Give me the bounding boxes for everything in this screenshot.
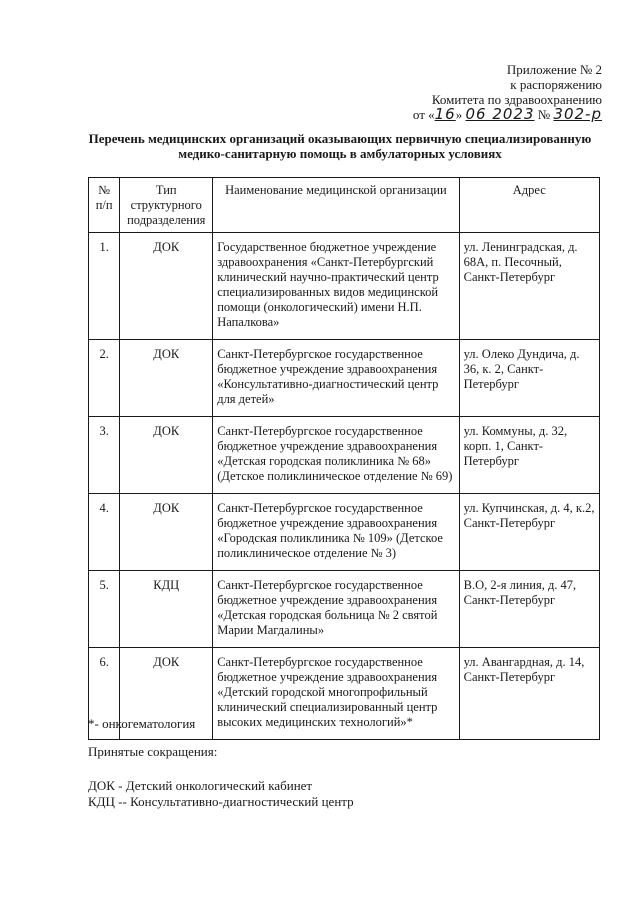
header-name: Наименование медицинской организации	[213, 178, 459, 233]
order-label: к распоряжению	[510, 77, 602, 92]
row-type: ДОК	[120, 417, 213, 494]
row-name: Государственное бюджетное учреждение здравоохранения «Санкт-Петербургский клинический научно-практический центр специализированных видов медицинской помощи (онкологический) имени Н.П. Напалкова»	[213, 233, 459, 340]
row-type: ДОК	[120, 340, 213, 417]
number-prefix: №	[537, 107, 551, 122]
row-num: 5.	[89, 571, 120, 648]
row-name: Санкт-Петербургское государственное бюджетное учреждение здравоохранения «Консультативно-диагностический центр для детей»	[213, 340, 459, 417]
row-num: 1.	[89, 233, 120, 340]
row-address: ул. Коммуны, д. 32, корп. 1, Санкт-Петербург	[459, 417, 599, 494]
row-name: Санкт-Петербургское государственное бюджетное учреждение здравоохранения «Детская городская поликлиника № 68» (Детское поликлиническое отделение № 69)	[213, 417, 459, 494]
row-type: КДЦ	[120, 571, 213, 648]
row-name: Санкт-Петербургское государственное бюджетное учреждение здравоохранения «Городская поликлиника № 109» (Детское поликлиническое отделение № 3)	[213, 494, 459, 571]
table-row	[89, 494, 600, 571]
table-header-row	[89, 178, 600, 233]
document-header	[413, 62, 602, 122]
row-address: ул. Олеко Дундича, д. 36, к. 2, Санкт-Петербург	[459, 340, 599, 417]
table-row	[89, 340, 600, 417]
appendix-label: Приложение № 2	[506, 62, 602, 77]
abbreviation-item: ДОК - Детский онкологический кабинет	[88, 778, 313, 793]
header-address: Адрес	[459, 178, 599, 233]
row-address: ул. Авангардная, д. 14, Санкт-Петербург	[459, 648, 599, 740]
row-type: ДОК	[120, 648, 213, 740]
abbreviation-item: КДЦ -- Консультативно-диагностический центр	[88, 794, 354, 809]
handwritten-order-number: 302-р	[553, 105, 602, 123]
row-num: 6.	[89, 648, 120, 740]
table-row	[89, 233, 600, 340]
committee-label: Комитета по здравоохранению	[431, 92, 602, 107]
date-prefix: от «	[412, 107, 435, 122]
footnote: *- онкогематология	[88, 716, 196, 731]
table-row	[89, 571, 600, 648]
order-date-line	[413, 107, 602, 122]
row-name: Санкт-Петербургское государственное бюджетное учреждение здравоохранения «Детский городской многопрофильный клинический специализированный центр высоких медицинских технологий»*	[213, 648, 459, 740]
document-title	[70, 131, 610, 161]
abbreviations-title: Принятые сокращения:	[88, 744, 218, 759]
abbreviations-list	[88, 778, 354, 810]
row-type: ДОК	[120, 233, 213, 340]
row-num: 2.	[89, 340, 120, 417]
handwritten-day: 16	[434, 105, 456, 123]
date-mid: »	[455, 107, 463, 122]
organizations-table	[88, 177, 600, 740]
header-type: Тип структурного подразделения	[120, 178, 213, 233]
title-line-2: медико-санитарную помощь в амбулаторных условиях	[178, 146, 502, 161]
row-num: 3.	[89, 417, 120, 494]
row-name: Санкт-Петербургское государственное бюджетное учреждение здравоохранения «Детская городская больница № 2 святой Марии Магдалины»	[213, 571, 459, 648]
table-row	[89, 417, 600, 494]
header-num: № п/п	[89, 178, 120, 233]
handwritten-month-year: 06 2023	[465, 105, 535, 123]
row-num: 4.	[89, 494, 120, 571]
row-address: ул. Ленинградская, д. 68А, п. Песочный, Санкт-Петербург	[459, 233, 599, 340]
row-type: ДОК	[120, 494, 213, 571]
row-address: ул. Купчинская, д. 4, к.2, Санкт-Петербург	[459, 494, 599, 571]
title-line-1: Перечень медицинских организаций оказывающих первичную специализированную	[88, 131, 592, 146]
row-address: В.О, 2-я линия, д. 47, Санкт-Петербург	[459, 571, 599, 648]
